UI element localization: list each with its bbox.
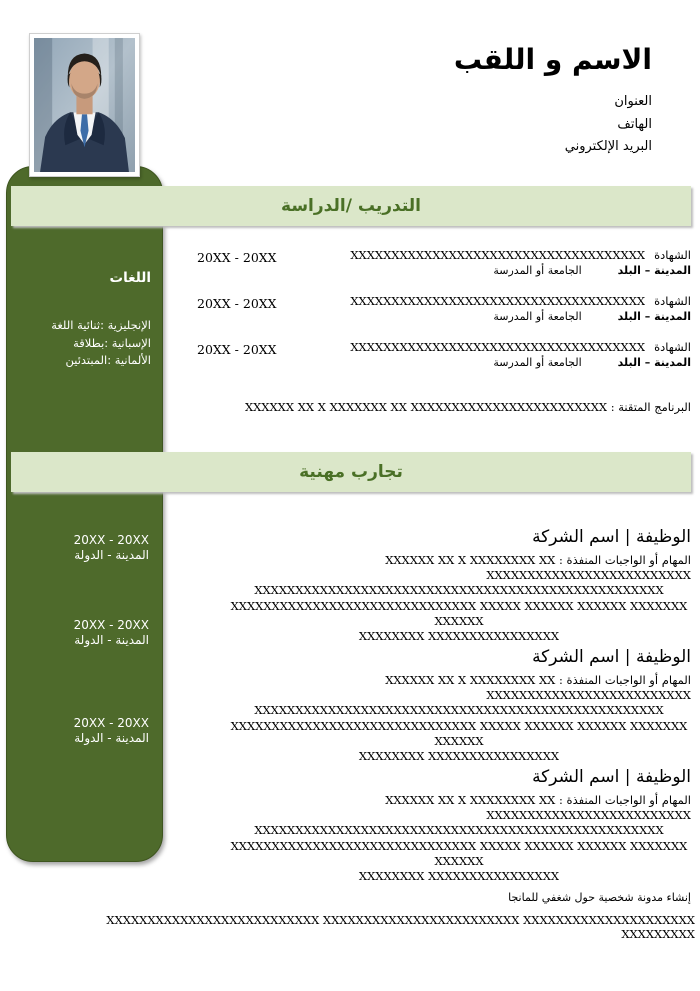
experience-period-2: 20XX - 20XX [73,618,149,632]
experience-location-1: المدينة - الدولة [74,547,149,562]
section-banner-education [11,186,691,226]
education-period-1: 20XX - 20XX [197,250,277,265]
education-degree-line [219,294,691,308]
job-duties-line-3: XXXXXXXXXXXXXXXXXXXXXXXXXXXXXX XXXXX XXXXXX XXXXXX XXXXXXX XXXXXX [230,598,688,628]
language-item-german: الألمانية :المبتدئين [65,353,151,367]
sidebar [6,166,163,862]
education-city-country: المدينة – البلد [617,264,691,277]
education-school: الجامعة أو المدرسة [493,264,582,277]
job-duties-line-2: XXXXXXXXXXXXXXXXXXXXXXXXXXXXXXXXXXXXXXXXXXXXXXXXXX [254,703,664,718]
degree-value: XXXXXXXXXXXXXXXXXXXXXXXXXXXXXXXXXXXX [350,340,646,354]
job-title: الوظيفة | اسم الشركة [532,527,691,547]
experience-period-3: 20XX - 20XX [73,716,149,730]
education-period-3: 20XX - 20XX [197,342,277,357]
degree-label: الشهادة [654,248,691,262]
education-degree-line [219,340,691,354]
job-duties-line-1: المهام أو الواجبات المنفذة : XXXXXX XX X XXXXXXXX XX XXXXXXXXXXXXXXXXXXXXXXXXX [385,793,691,823]
languages-list [51,317,151,370]
experience-section-title: تجارب مهنية [299,462,403,482]
hobby-title: إنشاء مدونة شخصية حول شغفي للمانجا [508,891,691,904]
education-section-title: التدريب /الدراسة [281,196,421,216]
education-school: الجامعة أو المدرسة [493,356,582,369]
profile-photo [29,33,140,177]
job-title: الوظيفة | اسم الشركة [532,647,691,667]
job-entry-3 [227,766,691,884]
hobby-detail-line: XXXXXXXXXXXXXXXXXXXXXXXXXX XXXXXXXXXXXXXXXXXXXXXXXX XXXXXXXXXXXXXXXXXXXXX XXXXXXXXX [106,913,695,941]
experience-date-1 [74,533,149,562]
degree-label: الشهادة [654,340,691,354]
education-school: الجامعة أو المدرسة [493,310,582,323]
education-entry-3 [219,340,691,370]
languages-heading: اللغات [109,270,151,286]
education-period-2: 20XX - 20XX [197,296,277,311]
job-duties-line-4: XXXXXXXX XXXXXXXXXXXXXXXX [358,749,560,764]
education-city-country: المدينة – البلد [617,310,691,323]
degree-value: XXXXXXXXXXXXXXXXXXXXXXXXXXXXXXXXXXXX [350,248,646,262]
portrait-illustration [34,38,135,172]
job-duties-line-4: XXXXXXXX XXXXXXXXXXXXXXXX [358,629,560,644]
job-duties-line-3: XXXXXXXXXXXXXXXXXXXXXXXXXXXXXX XXXXX XXXXXX XXXXXX XXXXXXX XXXXXX [230,718,688,748]
language-item-english: الإنجليزية :ثنائية اللغة [51,318,151,332]
education-degree-line [219,248,691,262]
experience-period-1: 20XX - 20XX [73,533,149,547]
address-line: العنوان [614,94,652,109]
job-title: الوظيفة | اسم الشركة [532,767,691,787]
education-place-line [219,264,691,278]
experience-location-3: المدينة - الدولة [74,730,149,745]
email-line: البريد الإلكتروني [564,139,652,154]
education-entry-2 [219,294,691,324]
job-duties-line-2: XXXXXXXXXXXXXXXXXXXXXXXXXXXXXXXXXXXXXXXXXXXXXXXXXX [254,583,664,598]
job-entry-2 [227,646,691,764]
section-banner-experience [11,452,691,492]
job-duties-line-2: XXXXXXXXXXXXXXXXXXXXXXXXXXXXXXXXXXXXXXXXXXXXXXXXXX [254,823,664,838]
job-duties-line-3: XXXXXXXXXXXXXXXXXXXXXXXXXXXXXX XXXXX XXXXXX XXXXXX XXXXXXX XXXXXX [230,838,688,868]
mastered-programs-line: البرنامج المتقنة : XXXXXX XX X XXXXXXX XX XXXXXXXXXXXXXXXXXXXXXXXX [244,400,691,414]
experience-location-2: المدينة - الدولة [74,632,149,647]
education-place-line [219,356,691,370]
phone-line: الهاتف [617,116,652,132]
job-duties-line-1: المهام أو الواجبات المنفذة : XXXXXX XX X XXXXXXXX XX XXXXXXXXXXXXXXXXXXXXXXXXX [385,673,691,703]
education-place-line [219,310,691,324]
job-entry-1 [227,526,691,644]
header [454,42,652,159]
experience-date-2 [74,618,149,647]
degree-value: XXXXXXXXXXXXXXXXXXXXXXXXXXXXXXXXXXXX [350,294,646,308]
job-duties-line-1: المهام أو الواجبات المنفذة : XXXXXX XX X XXXXXXXX XX XXXXXXXXXXXXXXXXXXXXXXXXX [385,553,691,583]
language-item-spanish: الإسبانية :بطلاقة [73,335,151,350]
candidate-name: الاسم و اللقب [453,43,652,76]
degree-label: الشهادة [654,294,691,308]
experience-date-3 [74,716,149,745]
education-entry-1 [219,248,691,278]
job-duties-line-4: XXXXXXXX XXXXXXXXXXXXXXXX [358,869,560,884]
education-city-country: المدينة – البلد [617,356,691,369]
